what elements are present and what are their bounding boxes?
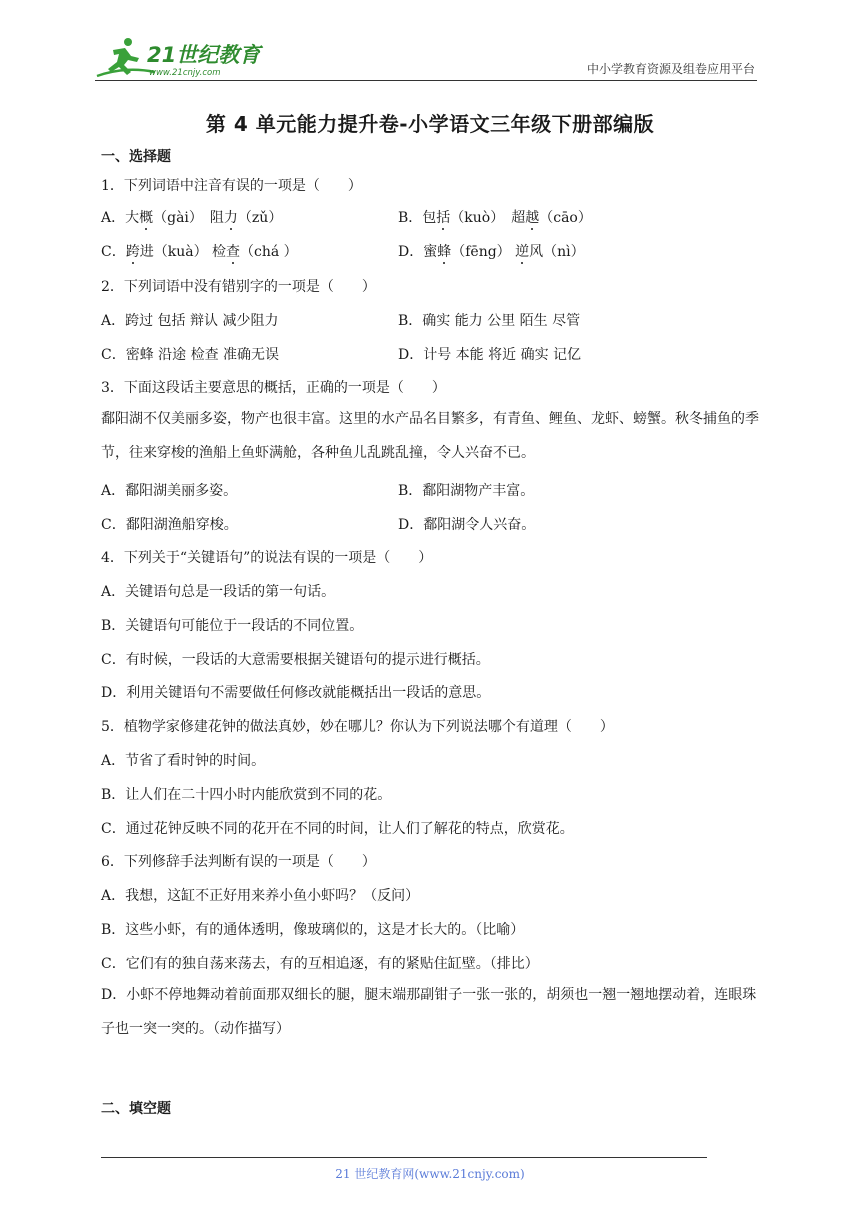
question-1-option-d: D．蜜蜂（fēng） 逆风（nì） — [398, 241, 585, 261]
question-1-option-b: B．包括（kuò） 超越（cāo） — [398, 207, 592, 227]
question-1-stem: 1．下列词语中注音有误的一项是（ ） — [101, 178, 362, 194]
question-2-option-c: C．密蜂 沿途 检查 准确无误 — [101, 347, 280, 363]
logo-text: 21世纪教育 — [147, 43, 261, 67]
section-heading-choice: 一、选择题 — [101, 149, 171, 165]
question-3-stem: 3．下面这段话主要意思的概括，正确的一项是（ ） — [101, 380, 446, 396]
question-2-option-a: A．跨过 包括 辩认 减少阻力 — [101, 313, 279, 329]
question-1-option-c: C．跨进（kuà） 检查（chá ） — [101, 241, 298, 261]
question-2-stem: 2．下列词语中没有错别字的一项是（ ） — [101, 279, 376, 295]
question-6-stem: 6．下列修辞手法判断有误的一项是（ ） — [101, 854, 376, 870]
question-4-option-c: C．有时候，一段话的大意需要根据关键语句的提示进行概括。 — [101, 652, 490, 668]
question-5-option-c: C．通过花钟反映不同的花开在不同的时间，让人们了解花的特点，欣赏花。 — [101, 821, 574, 837]
question-3-option-a: A．鄱阳湖美丽多姿。 — [101, 483, 238, 499]
question-5-option-a: A．节省了看时钟的时间。 — [101, 753, 266, 769]
question-4-option-b: B．关键语句可能位于一段话的不同位置。 — [101, 618, 364, 634]
footer-text: 21 世纪教育网(www.21cnjy.com) — [335, 1167, 525, 1181]
question-4-option-d: D．利用关键语句不需要做任何修改就能概括出一段话的意思。 — [101, 685, 491, 701]
logo-url: www.21cnjy.com — [149, 68, 221, 78]
question-2-option-d: D．计号 本能 将近 确实 记亿 — [398, 347, 582, 363]
section-heading-fill: 二、填空题 — [101, 1101, 171, 1117]
question-5-stem: 5．植物学家修建花钟的做法真妙，妙在哪儿？你认为下列说法哪个有道理（ ） — [101, 719, 614, 735]
question-6-option-a: A．我想，这缸不正好用来养小鱼小虾吗？（反问） — [101, 888, 420, 904]
page-header — [95, 32, 757, 81]
question-4-option-a: A．关键语句总是一段话的第一句话。 — [101, 584, 336, 600]
page-title: 第 4 单元能力提升卷-小学语文三年级下册部编版 — [205, 112, 655, 136]
question-3-option-c: C．鄱阳湖渔船穿梭。 — [101, 517, 238, 533]
question-1-option-a: A．大概（gài） 阻力（zǔ） — [101, 207, 282, 227]
question-2-option-b: B．确实 能力 公里 陌生 尽管 — [398, 313, 581, 329]
question-3-option-b: B．鄱阳湖物产丰富。 — [398, 483, 535, 499]
footer-divider — [101, 1157, 707, 1158]
question-3-passage: 鄱阳湖不仅美丽多姿，物产也很丰富。这里的水产品名目繁多，有青鱼、鲤鱼、龙虾、螃蟹。秋冬捕鱼的季节，往来穿梭的渔船上鱼虾满舱，各种鱼儿乱跳乱撞，令人兴奋不已。 — [101, 411, 759, 461]
question-3-option-d: D．鄱阳湖令人兴奋。 — [398, 517, 536, 533]
question-6-option-b: B．这些小虾，有的通体透明，像玻璃似的，这是才长大的。（比喻） — [101, 922, 525, 938]
header-platform-text: 中小学教育资源及组卷应用平台 — [586, 62, 755, 76]
question-6-option-c: C．它们有的独自荡来荡去，有的互相追逐，有的紧贴住缸壁。（排比） — [101, 956, 539, 972]
question-4-stem: 4．下列关于“关键语句”的说法有误的一项是（ ） — [101, 550, 433, 566]
logo — [95, 36, 265, 78]
question-6-option-d: D．小虾不停地舞动着前面那双细长的腿，腿末端那副钳子一张一张的，胡须也一翘一翘地摆动着，连眼珠子也一突一突的。（动作描写） — [101, 987, 757, 1037]
question-5-option-b: B．让人们在二十四小时内能欣赏到不同的花。 — [101, 787, 392, 803]
